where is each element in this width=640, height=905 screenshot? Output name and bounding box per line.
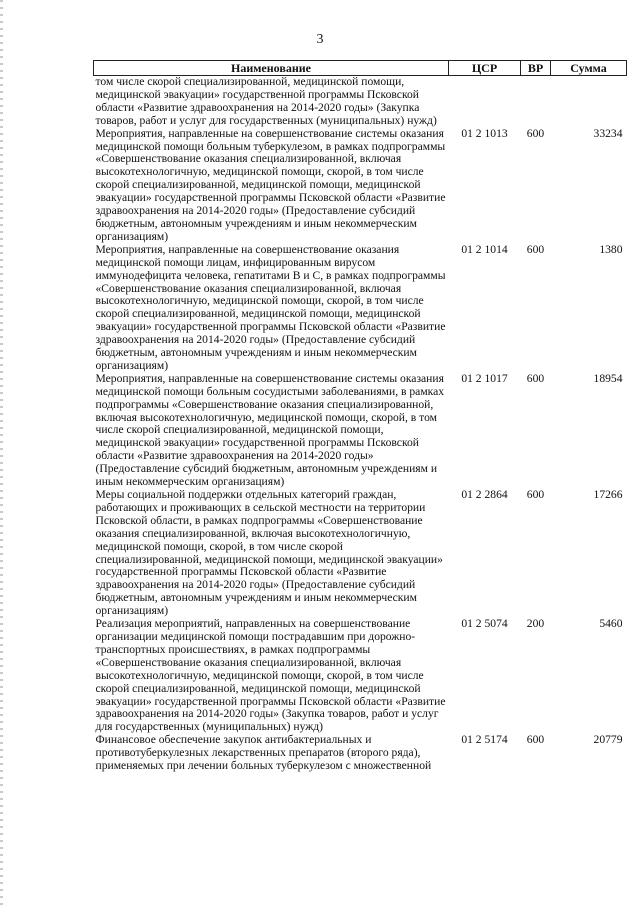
header-csr: ЦСР xyxy=(449,61,521,76)
row-vr: 600 xyxy=(526,371,545,385)
row-sum: 1380 xyxy=(599,242,623,256)
row-sum: 18954 xyxy=(593,371,623,385)
scan-edge-artifact xyxy=(0,0,3,905)
table-row xyxy=(94,244,627,373)
row-csr: 01 2 5074 xyxy=(461,617,508,631)
budget-table xyxy=(93,60,627,773)
table-row xyxy=(94,618,627,734)
page-number: 3 xyxy=(316,32,324,47)
table-row xyxy=(94,489,627,618)
row-csr: 01 2 2864 xyxy=(461,488,508,501)
row-sum: 17266 xyxy=(593,488,623,501)
row-name: Реализация мероприятий, направленных на совершенствование организации медицинской помощи пострадавшим при дорожно-транспортных происшествиях, в рамках подпрограммы «Совершенствование оказания специализированной, включая высокотехнологичную, медицинской помощи, скорой, в том числе скорой специализированной, медицинской помощи, медицинской эвакуации» государственной программы Псковской области «Развитие здравоохранения на 2014-2020 годы» (Закупка товаров, работ и услуг для государственных (муниципальных) нужд) xyxy=(95,617,446,734)
row-vr: 600 xyxy=(526,242,545,256)
row-csr: 01 2 5174 xyxy=(461,733,508,747)
row-sum xyxy=(551,76,627,128)
table-row xyxy=(94,76,627,128)
row-vr: 200 xyxy=(526,617,545,631)
row-csr: 01 2 1014 xyxy=(461,242,508,256)
row-name: Мероприятия, направленные на совершенствование оказания медицинской помощи лицам, инфицированным вирусом иммунодефицита человека, гепатитами В и С, в рамках подпрограммы «Совершенствование оказания специализированной, включая высокотехнологичную, медицинской помощи, скорой, в том числе скорой специализированной, медицинской помощи, медицинской эвакуации» государственной программы Псковской области «Развитие здравоохранения на 2014-2020 годы» (Предоставление субсидий бюджетным, автономным учреждениям и иным некоммерческим организациям) xyxy=(95,242,446,372)
row-vr: 600 xyxy=(526,733,545,747)
row-csr xyxy=(449,76,521,128)
row-name: Мероприятия, направленные на совершенствование системы оказания медицинской помощи больным сосудистыми заболеваниями, в рамках подпрограммы «Совершенствование оказания специализированной, включая высокотехнологичную, медицинской помощи, скорой, в том числе скорой специализированной, медицинской помощи, медицинской эвакуации» государственной программы Псковской области «Развитие здравоохранения на 2014-2020 годы» (Предоставление субсидий бюджетным, автономным учреждениям и иным некоммерческим организациям) xyxy=(95,371,445,489)
table-row xyxy=(94,373,627,489)
header-sum: Сумма xyxy=(551,61,627,76)
row-name: Меры социальной поддержки отдельных категорий граждан, работающих и проживающих в сельской местности на территории Псковской области, в рамках подпрограммы «Совершенствование оказания специализированной, включая высокотехнологичную, медицинской помощи, скорой, в том числе скорой специализированной, медицинской помощи, медицинской эвакуации» государственной программы Псковской области «Развитие здравоохранения на 2014-2020 годы» (Предоставление субсидий бюджетным, автономным учреждениям и иным некоммерческим организациям) xyxy=(95,488,443,618)
row-name: Финансовое обеспечение закупок антибактериальных и противотуберкулезных лекарственных препаратов (второго ряда), применяемых при лечении больных туберкулезом с множественной xyxy=(95,733,432,773)
header-name: Наименование xyxy=(94,61,449,76)
row-csr: 01 2 1017 xyxy=(461,371,508,385)
row-sum: 20779 xyxy=(593,733,623,747)
row-vr xyxy=(521,76,551,128)
table-row xyxy=(94,128,627,244)
row-sum: 5460 xyxy=(599,617,623,631)
header-vr: ВР xyxy=(521,61,551,76)
row-csr: 01 2 1013 xyxy=(461,126,508,140)
row-sum: 33234 xyxy=(593,126,623,140)
row-vr: 600 xyxy=(526,126,545,140)
table-row xyxy=(94,734,627,773)
row-name: Мероприятия, направленные на совершенствование системы оказания медицинской помощи больным туберкулезом, в рамках подпрограммы «Совершенствование оказания специализированной, включая высокотехнологичную, медицинской помощи, скорой, в том числе скорой специализированной, медицинской помощи, медицинской эвакуации» государственной программы Псковской области «Развитие здравоохранения на 2014-2020 годы» (Предоставление субсидий бюджетным, автономным учреждениям и иным некоммерческим организациям) xyxy=(95,126,446,243)
row-vr: 600 xyxy=(526,488,545,501)
row-name: том числе скорой специализированной, медицинской помощи, медицинской эвакуации» государственной программы Псковской области «Развитие здравоохранения на 2014-2020 годы» (Закупка товаров, работ и услуг для государственных (муниципальных) нужд) xyxy=(95,75,437,127)
table-header-row xyxy=(94,61,627,76)
